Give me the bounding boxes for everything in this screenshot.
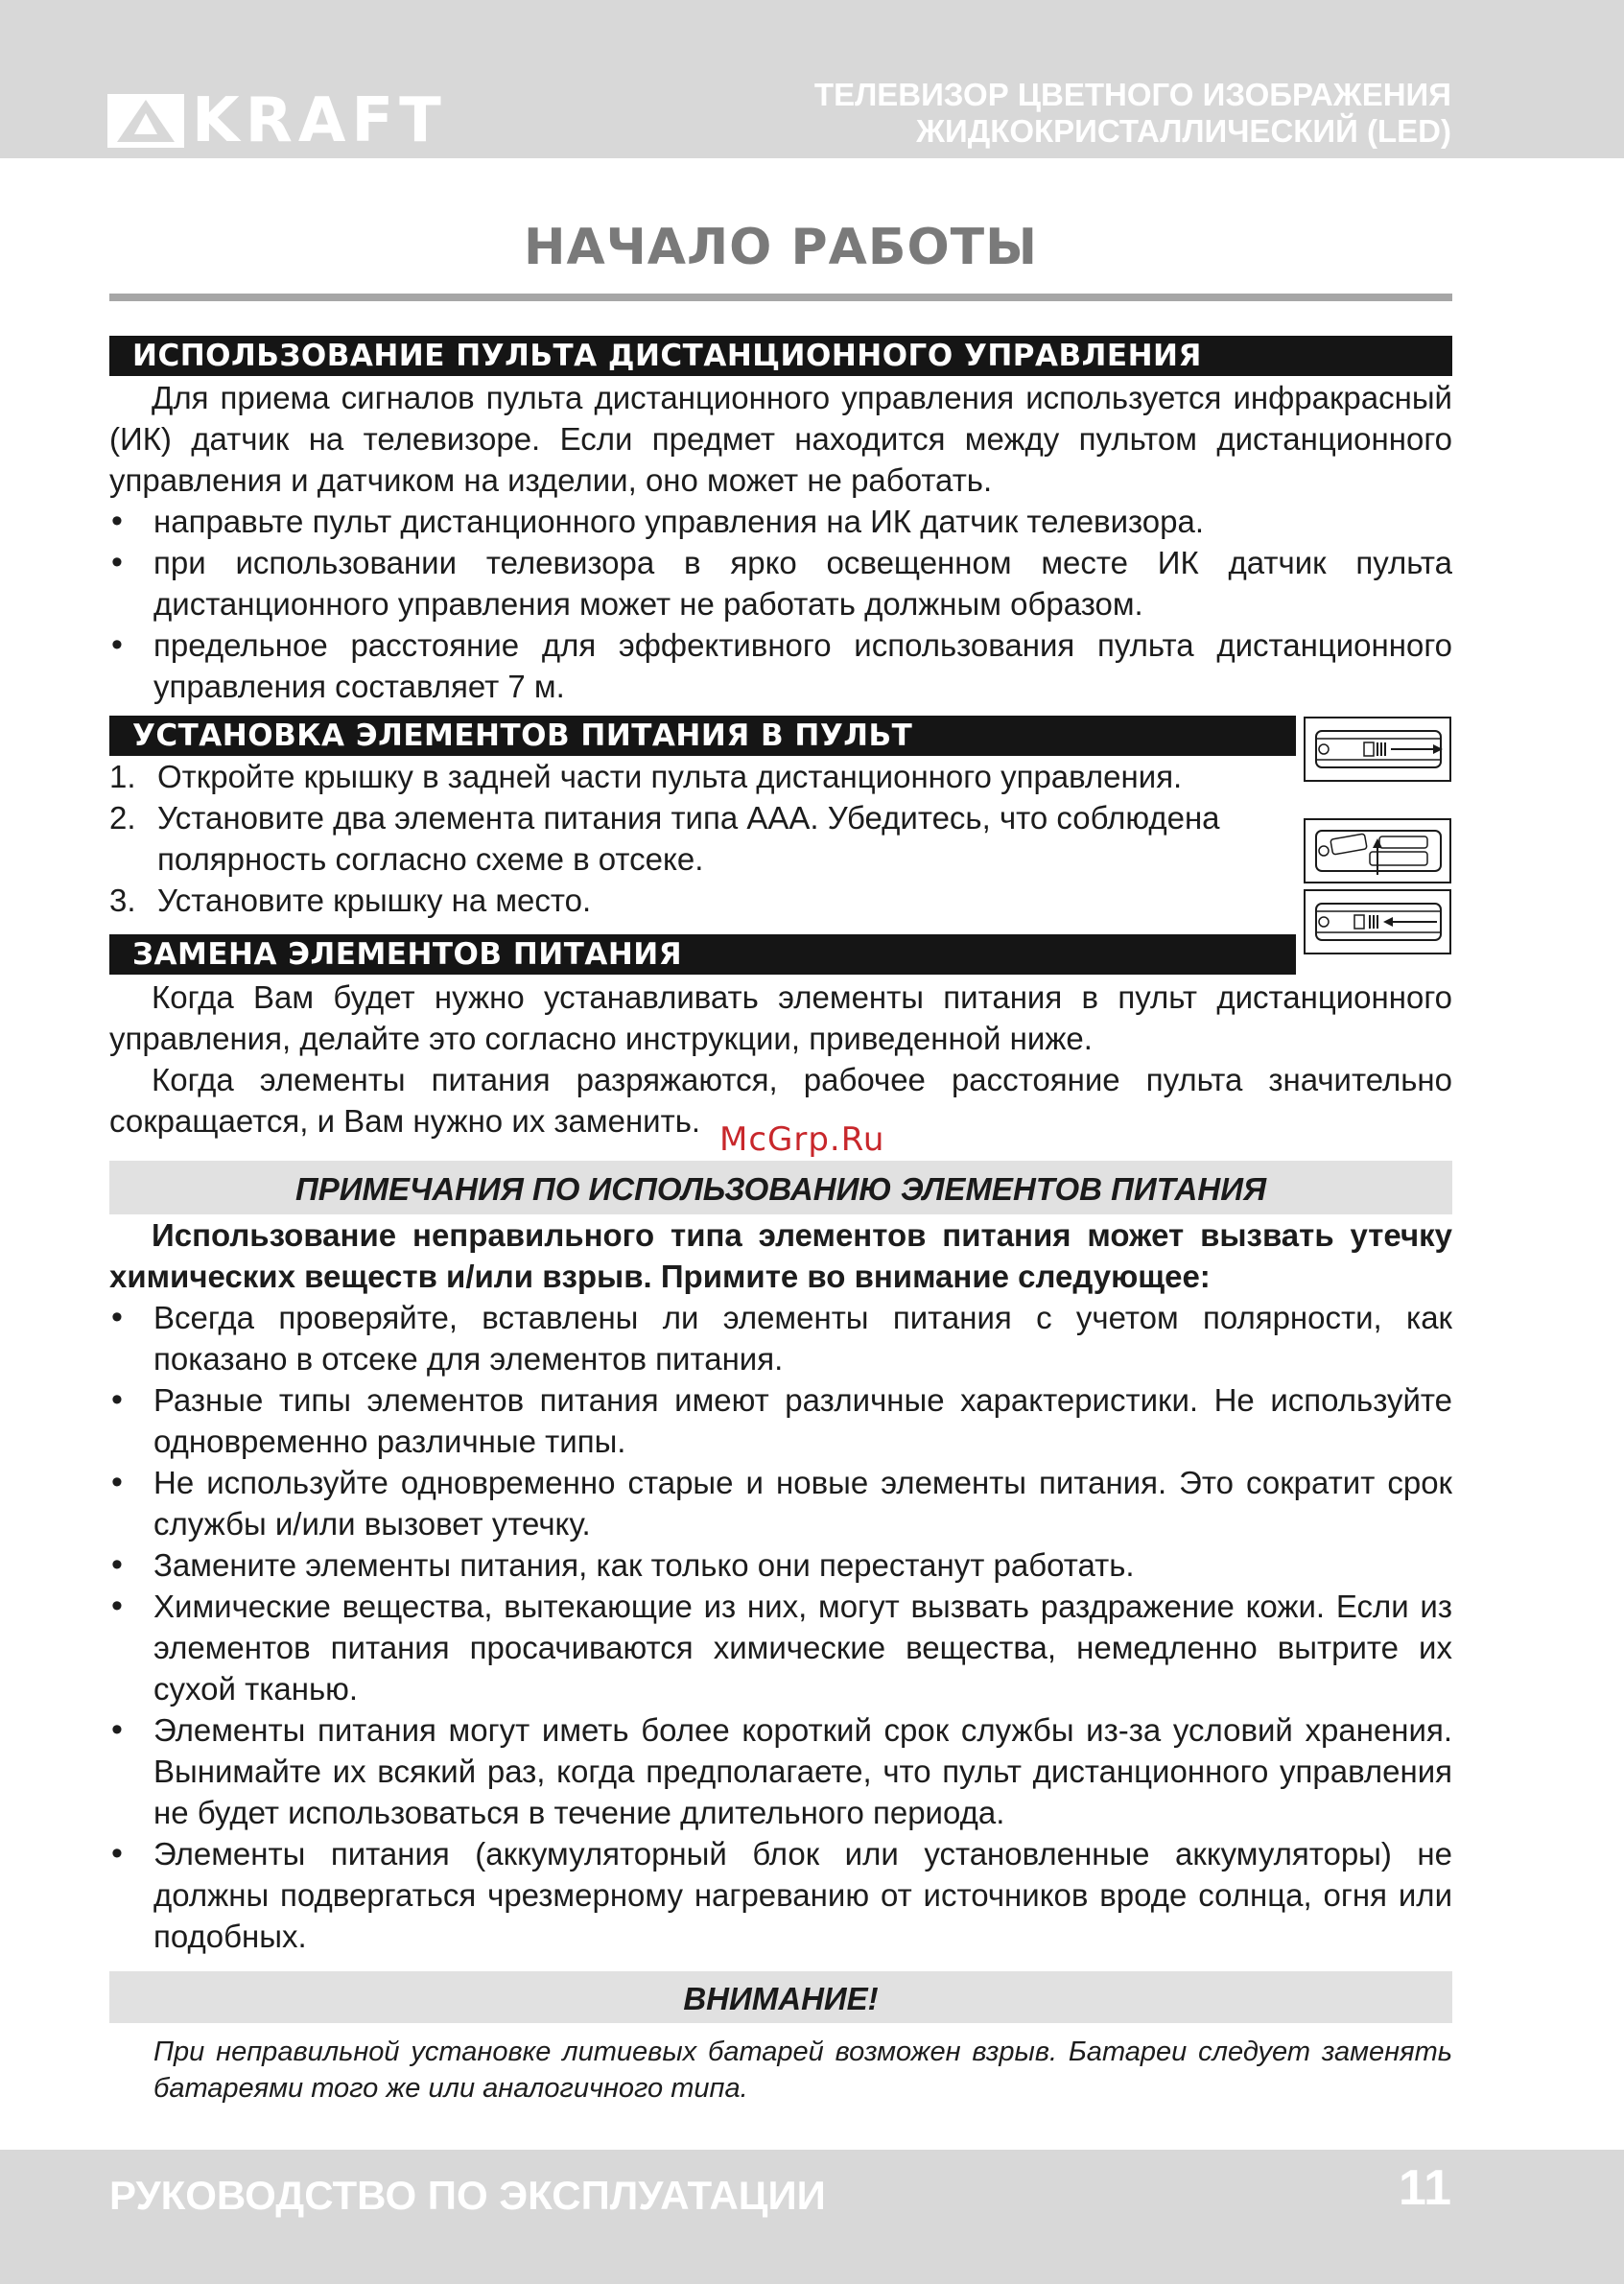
list-item: • направьте пульт дистанционного управления на ИК датчик телевизора. xyxy=(109,501,1452,542)
warning-heading: ВНИМАНИЕ! xyxy=(109,1971,1452,2023)
step-item xyxy=(109,797,1299,880)
brand-name: KRAFT xyxy=(192,85,447,156)
list-item: • Элементы питания (аккумуляторный блок или установленные аккумуляторы) не должны подвергаться чрезмерному нагреванию от источников вроде солнца, огня или подобных. xyxy=(109,1833,1452,1957)
step-text: Откройте крышку в задней части пульта дистанционного управления. xyxy=(157,759,1183,794)
step-text: Установите два элемента питания типа AAA. Убедитесь, что соблюдена полярность согласно схеме в отсеке. xyxy=(157,800,1220,877)
section-battery-install-body xyxy=(109,756,1452,921)
step-text: Установите крышку на место. xyxy=(157,883,592,918)
page-footer xyxy=(0,2150,1624,2284)
list-item: • предельное расстояние для эффективного использования пульта дистанционного управления составляет 7 м. xyxy=(109,624,1452,707)
list-item: • Не используйте одновременно старые и новые элементы питания. Это сократит срок службы и/или вызовет утечку. xyxy=(109,1462,1452,1544)
list-item: • Замените элементы питания, как только они перестанут работать. xyxy=(109,1544,1452,1586)
warning-body xyxy=(109,2034,1452,2107)
page-number: 11 xyxy=(1399,2160,1451,2216)
step-number: 3. xyxy=(109,883,136,918)
watermark: McGrp.Ru xyxy=(719,1120,885,1159)
section-heading-battery-install: УСТАНОВКА ЭЛЕМЕНТОВ ПИТАНИЯ В ПУЛЬТ xyxy=(109,716,1296,756)
notes-heading: ПРИМЕЧАНИЯ ПО ИСПОЛЬЗОВАНИЮ ЭЛЕМЕНТОВ ПИТАНИЯ xyxy=(109,1161,1452,1214)
step-item xyxy=(109,756,1299,797)
list-item: • Элементы питания могут иметь более короткий срок службы из-за условий хранения. Вынимайте их всякий раз, когда предполагаете, что пульт дистанционного управления не будет использоваться в течение длительного периода. xyxy=(109,1709,1452,1833)
notes-intro: Использование неправильного типа элементов питания может вызвать утечку химических веществ и/или взрыв. Примите во внимание следующее: xyxy=(109,1217,1452,1294)
step-number: 1. xyxy=(109,759,136,794)
brand-logo xyxy=(107,85,447,156)
title-divider xyxy=(109,294,1452,301)
battery-insert-illustration xyxy=(1303,817,1452,884)
step-item xyxy=(109,880,1299,921)
document-title xyxy=(814,77,1451,150)
step-number: 2. xyxy=(109,800,136,836)
footer-title: РУКОВОДСТВО ПО ЭКСПЛУАТАЦИИ xyxy=(109,2173,826,2218)
section-remote-usage-body xyxy=(109,377,1452,707)
page-header xyxy=(0,0,1624,158)
battery-install-steps xyxy=(109,756,1299,921)
notes-body xyxy=(109,1214,1452,1957)
battery-cover-open-illustration xyxy=(1303,716,1452,783)
document-title-line2: ЖИДКОКРИСТАЛЛИЧЕСКИЙ (LED) xyxy=(916,113,1451,149)
list-item: • Химические вещества, вытекающие из них, могут вызвать раздражение кожи. Если из элементов питания просачиваются химические вещества, немедленно вытрите их сухой тканью. xyxy=(109,1586,1452,1709)
list-item: • при использовании телевизора в ярко освещенном месте ИК датчик пульта дистанционного управления может не работать должным образом. xyxy=(109,542,1452,624)
page-title: НАЧАЛО РАБОТЫ xyxy=(523,219,1039,276)
document-title-line1: ТЕЛЕВИЗОР ЦВЕТНОГО ИЗОБРАЖЕНИЯ xyxy=(813,77,1451,112)
list-item: • Разные типы элементов питания имеют различные характеристики. Не используйте одновременно различные типы. xyxy=(109,1379,1452,1462)
battery-cover-close-illustration xyxy=(1303,888,1452,955)
remote-usage-paragraph: Для приема сигналов пульта дистанционного управления используется инфракрасный (ИК) датчик на телевизоре. Если предмет находится между пультом дистанционного управления и датчиком на изделии, оно может не работать. xyxy=(109,380,1452,498)
warning-text: При неправильной установке литиевых батарей возможен взрыв. Батареи следует заменять батареями того же или аналогичного типа. xyxy=(153,2037,1452,2104)
battery-replace-paragraph-2: Когда элементы питания разряжаются, рабочее расстояние пульта значительно сокращается, и Вам нужно их заменить. xyxy=(109,1062,1452,1139)
remote-usage-bullets xyxy=(109,501,1452,707)
section-heading-battery-replace: ЗАМЕНА ЭЛЕМЕНТОВ ПИТАНИЯ xyxy=(109,934,1296,975)
kraft-logo-icon xyxy=(107,94,184,148)
list-item: • Всегда проверяйте, вставлены ли элементы питания с учетом полярности, как показано в отсеке для элементов питания. xyxy=(109,1297,1452,1379)
notes-bullets xyxy=(109,1297,1452,1957)
section-battery-replace-body xyxy=(109,977,1452,1142)
battery-replace-paragraph-1: Когда Вам будет нужно устанавливать элементы питания в пульт дистанционного управления, делайте это согласно инструкции, приведенной ниже. xyxy=(109,979,1452,1056)
section-heading-remote-usage: ИСПОЛЬЗОВАНИЕ ПУЛЬТА ДИСТАНЦИОННОГО УПРАВЛЕНИЯ xyxy=(109,336,1452,376)
